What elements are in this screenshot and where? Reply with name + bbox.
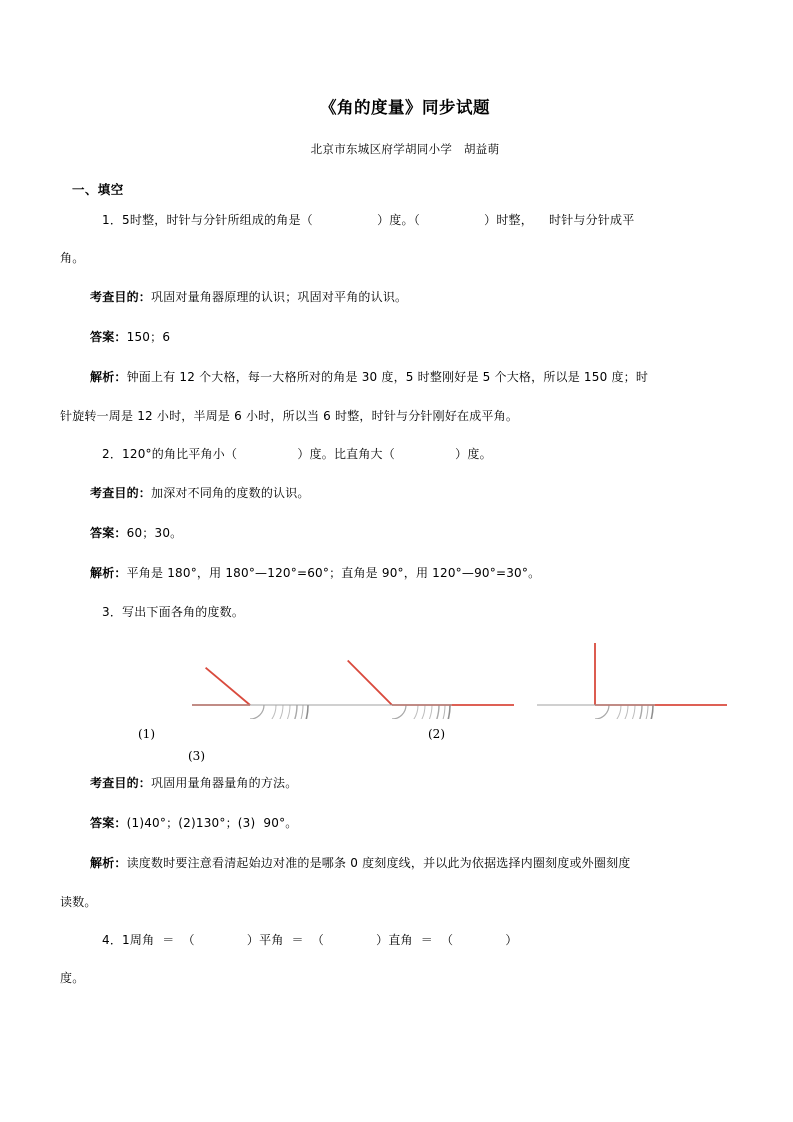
purpose-text: 巩固用量角器量角的方法。 (151, 776, 298, 790)
question-1-stem-line1: 1．5时整，时针与分针所组成的角是（ ）度。（ ）时整， 时针与分针成平 (102, 213, 635, 227)
question-3-stem-line1: 3．写出下面各角的度数。 (102, 605, 245, 619)
question-1-analysis-line2: 针旋转一周是 12 小时，半周是 6 小时，所以当 6 时整，时针与分针刚好在成平角。 (60, 409, 519, 423)
question-4-stem-line1: 4．1周角 ＝ （ ）平角 ＝ （ ）直角 ＝ （ ） (102, 933, 518, 947)
protractor-3 (537, 635, 732, 719)
answer-text: (1)40°；(2)130°；(3) 90°。 (126, 816, 298, 830)
purpose-text: 加深对不同角的度数的认识。 (151, 486, 310, 500)
protractor-1-ray (206, 668, 250, 705)
purpose-label: 考查目的： (90, 290, 152, 304)
analysis-text: 读度数时要注意看清起始边对准的是哪条 0 度刻度线，并以此为依据选择内圈刻度或外圈刻度 (126, 856, 631, 870)
question-2-answer (60, 513, 750, 553)
purpose-label: 考查目的： (90, 486, 152, 500)
answer-text: 60；30。 (126, 526, 183, 540)
analysis-text: 钟面上有 12 个大格，每一大格所对的角是 30 度，5 时整刚好是 5 个大格，所以是 150 度；时 (126, 370, 649, 384)
section-heading-fill-in-blank: 一、填空 (72, 182, 124, 197)
analysis-label: 解析： (90, 370, 127, 384)
protractor-figure-group (60, 635, 750, 763)
question-4-stem-line2: 度。 (60, 971, 85, 985)
question-1-stem-line2: 角。 (60, 251, 85, 265)
question-1-purpose (60, 277, 750, 317)
analysis-label: 解析： (90, 856, 127, 870)
purpose-text: 巩固对量角器原理的认识；巩固对平角的认识。 (151, 290, 408, 304)
page-title: 《角的度量》同步试题 (320, 98, 490, 117)
protractor-2-ray (348, 661, 392, 706)
question-3-answer (60, 803, 750, 843)
purpose-label: 考查目的： (90, 776, 152, 790)
protractor-2 (332, 635, 522, 719)
figure-caption-3: (3) (188, 749, 205, 763)
question-2-purpose (60, 473, 750, 513)
analysis-label: 解析： (90, 566, 127, 580)
question-2-analysis (60, 553, 750, 593)
answer-text: 150；6 (126, 330, 171, 344)
figure-caption-1: (1) (138, 727, 155, 741)
document-body (60, 88, 750, 997)
question-3-analysis-line2: 读数。 (60, 895, 97, 909)
question-3-purpose (60, 763, 750, 803)
question-1-analysis (60, 357, 750, 397)
analysis-text: 平角是 180°，用 180°—120°=60°；直角是 90°，用 120°—90°=30°。 (126, 566, 541, 580)
question-3-analysis (60, 843, 750, 883)
answer-label: 答案： (90, 330, 127, 344)
answer-label: 答案： (90, 816, 127, 830)
question-1-answer (60, 317, 750, 357)
figure-caption-2: (2) (428, 727, 445, 741)
question-2-stem-line1: 2．120°的角比平角小（ ）度。比直角大（ ）度。 (102, 447, 492, 461)
document-author: 北京市东城区府学胡同小学 胡益萌 (310, 142, 500, 156)
answer-label: 答案： (90, 526, 127, 540)
protractor-1 (158, 635, 343, 719)
